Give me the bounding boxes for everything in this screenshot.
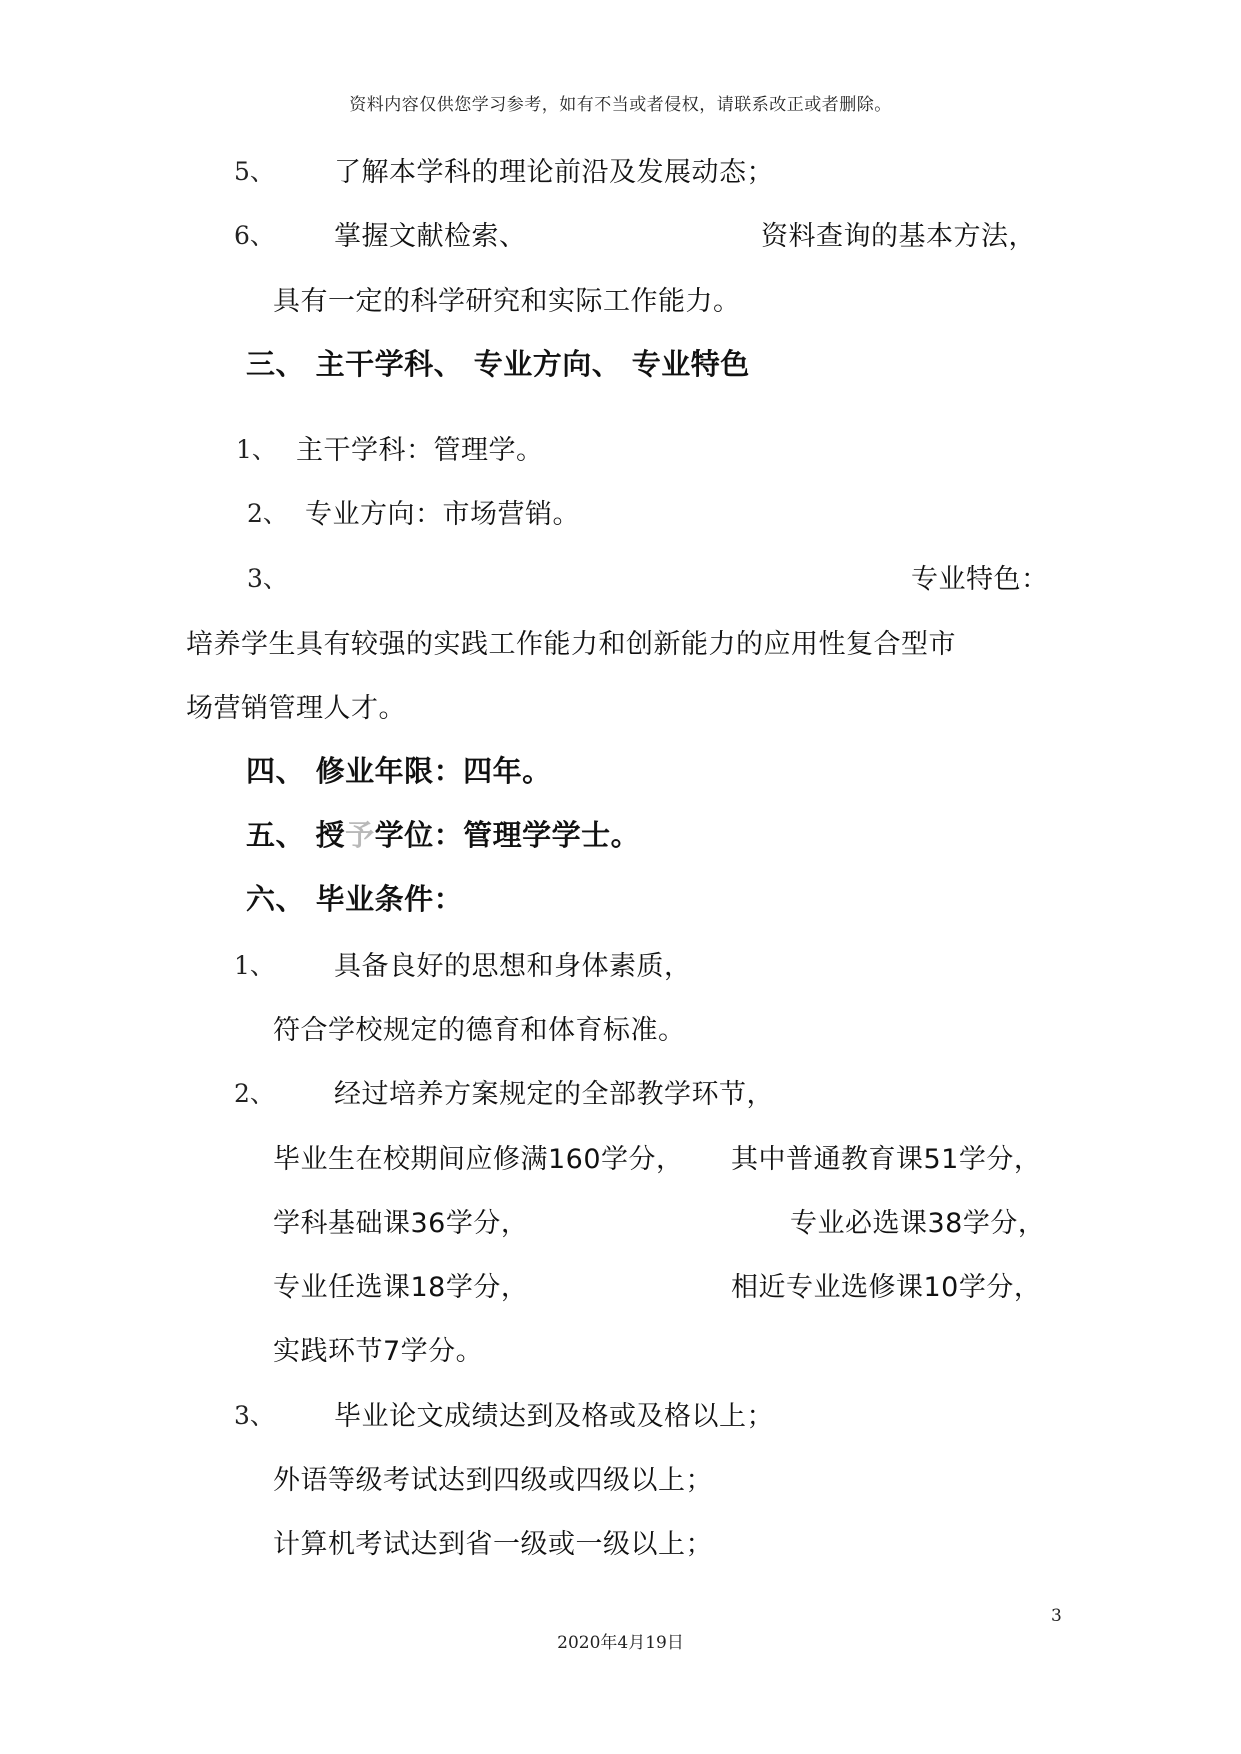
item-number: 2、: [247, 499, 288, 528]
credit-requirement: 专业任选课18学分，: [273, 1272, 529, 1303]
item-number: 5、: [234, 157, 275, 186]
item-continuation: 符合学校规定的德育和体育标准。: [273, 1015, 686, 1046]
document-header: 资料内容仅供您学习参考，如有不当或者侵权，请联系改正或者删除。: [349, 95, 892, 115]
section-heading: 六、 毕业条件：: [246, 882, 464, 916]
item-continuation: 场营销管理人才。: [186, 693, 406, 724]
item-number: 3、: [247, 564, 288, 593]
item-text: 专业特色：: [911, 564, 1049, 595]
section-heading: 三、 主干学科、 专业方向、 专业特色: [246, 347, 750, 381]
credit-requirement: 学科基础课36学分，: [273, 1208, 529, 1239]
item-text: 专业方向：市场营销。: [305, 499, 580, 530]
item-text: 掌握文献检索、: [334, 221, 527, 252]
item-text: 主干学科：管理学。: [296, 435, 544, 466]
item-number: 6、: [234, 221, 275, 250]
credit-requirement: 相近专业选修课10学分，: [731, 1272, 1042, 1303]
item-continuation: 培养学生具有较强的实践工作能力和创新能力的应用性复合型市: [186, 629, 956, 660]
item-text: 了解本学科的理论前沿及发展动态；: [334, 157, 774, 188]
item-continuation: 外语等级考试达到四级或四级以上；: [273, 1465, 713, 1496]
credit-requirement: 其中普通教育课51学分，: [731, 1144, 1042, 1175]
faded-character: 予: [345, 818, 375, 852]
item-continuation: 具有一定的科学研究和实际工作能力。: [273, 286, 741, 317]
item-text: 具备良好的思想和身体素质，: [334, 951, 692, 982]
section-heading: [246, 813, 640, 854]
section-heading-part: 五、 授: [246, 818, 346, 852]
item-number: 1、: [236, 435, 277, 464]
item-number: 1、: [234, 951, 275, 980]
item-text: 资料查询的基本方法，: [761, 221, 1036, 252]
item-text: 经过培养方案规定的全部教学环节，: [334, 1079, 774, 1110]
item-text: 毕业论文成绩达到及格或及格以上；: [334, 1401, 774, 1432]
item-continuation: 计算机考试达到省一级或一级以上；: [273, 1529, 713, 1560]
section-heading: 四、 修业年限：四年。: [246, 754, 552, 788]
footer-date: 2020年4月19日: [557, 1633, 684, 1653]
credit-requirement: 实践环节7学分。: [273, 1336, 484, 1367]
item-number: 2、: [234, 1079, 275, 1108]
credit-requirement: 专业必选课38学分，: [790, 1208, 1046, 1239]
item-number: 3、: [234, 1401, 275, 1430]
page-number: 3: [1051, 1606, 1062, 1626]
section-heading-part: 学位：管理学学士。: [374, 818, 641, 852]
credit-requirement: 毕业生在校期间应修满160学分，: [273, 1144, 684, 1175]
